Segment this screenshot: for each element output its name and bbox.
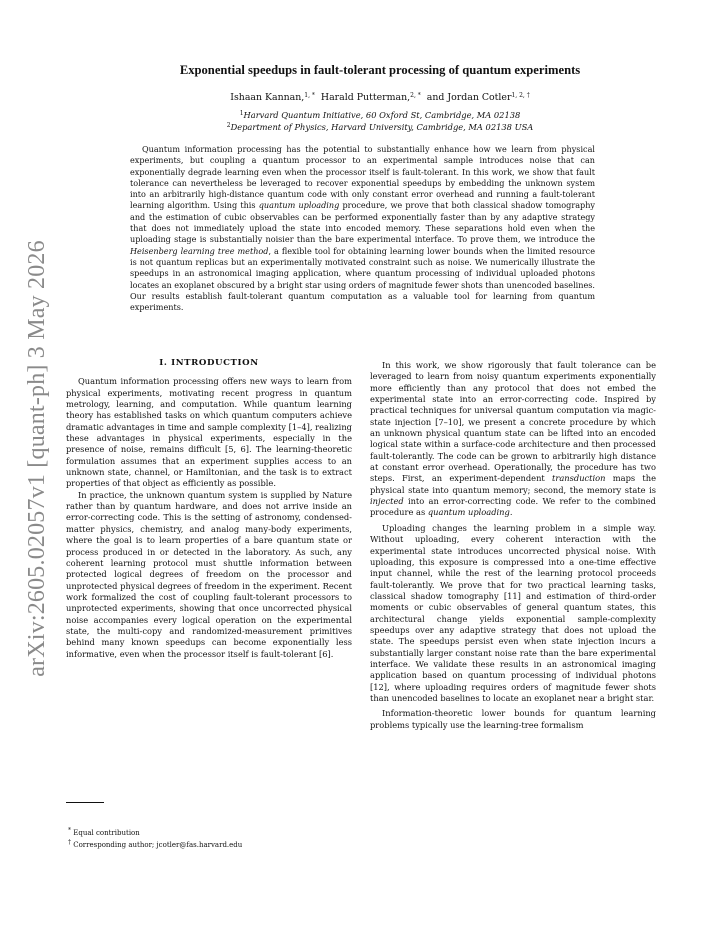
arxiv-identifier-stamp (22, 239, 52, 677)
abstract-paragraph: Quantum information processing has the potential to substantially enhance how we learn from physical experiments, but coupling a quantum processor to an experimental sample introduces noise that can exponentially degrade learning even when the processor itself is fault-tolerant. In this work, we show that fault tolerance can nevertheless be leveraged to recover exponential speedups by embedding the unknown system into an arbitrarily high-distance quantum code with only constant error overhead and running a fault-tolerant learning algorithm. Using this quantum uploading procedure, we prove that both classical shadow tomography and the estimation of cubic observables can be performed exponentially faster than by any adaptive strategy that does not immediately upload the state into encoded memory. These separations hold even when the uploading stage is substantially noisier than the bare experimental interface. To prove them, we introduce the Heisenberg learning tree method, a flexible tool for obtaining learning lower bounds when the limited resource is not quantum replicas but an experimentally motivated constraint such as noise. We numerically illustrate the speedups in an astronomical imaging application, where quantum processing of individual uploaded photons locates an exoplanet obscured by a bright star using orders of magnitude fewer shots than unencoded baselines. Our results establish fault-tolerant quantum computation as a valuable tool for learning from quantum experiments. (130, 144, 595, 313)
body-paragraph: Uploading changes the learning problem in a simple way. Without uploading, every coherent interaction with the experimental state introduces uncorrected physical noise. With uploading, this exposure is compressed into a one-time effective input channel, while the rest of the learning protocol proceeds fault-tolerantly. We prove that for two practical learning tasks, classical shadow tomography [11] and estimation of third-order moments or cubic observables of general quantum states, this architectural change yields exponential sample-complexity speedups over any adaptive strategy that does not upload the state. The speedups persist even when state injection incurs a substantially larger constant noise rate than the bare experimental interface. We validate these results in an astronomical imaging application based on quantum processing of individual photons [12], where uploading requires orders of magnitude fewer shots than unencoded baselines to locate an exoplanet near a bright star. (370, 522, 656, 703)
abstract (130, 144, 595, 313)
emphasis: Heisenberg learning tree method (130, 245, 269, 256)
affiliation-mark: 2 (226, 122, 231, 129)
emphasis: quantum uploading (258, 200, 340, 211)
left-column (66, 358, 352, 660)
emphasis: quantum uploading (427, 507, 510, 518)
footnote-corresponding-author: † Corresponding author; jcotler@fas.harvard.edu (68, 839, 243, 849)
emphasis: injected (370, 496, 404, 507)
body-paragraph: In this work, we show rigorously that fault tolerance can be leveraged to learn from noisy quantum experiments exponentially more efficiently than any protocol that does not embed the experimental state into an error-correcting code. Inspired by practical techniques for universal quantum computation via magic-state injection [7–10], we present a concrete procedure by which an unknown physical quantum state can be lifted into an encoded logical state within a surface-code architecture and then processed fault-tolerantly. The code can be grown to arbitrarily high distance at constant error overhead. Operationally, the procedure has two steps. First, an experiment-dependent transduction maps the physical state into quantum memory; second, the memory state is injected into an error-correcting code. We refer to the combined procedure as quantum uploading. (370, 360, 657, 518)
footnote-divider (66, 802, 104, 803)
paper-title: Exponential speedups in fault-tolerant processing of quantum experiments (179, 63, 581, 77)
author-name: Harald Putterman, (320, 92, 411, 103)
footnote-equal-contribution: * Equal contribution (68, 827, 140, 837)
body-paragraph: Quantum information processing offers new ways to learn from physical experiments, motivating recent progress in quantum metrology, learning, and computation. While quantum learning theory has established tasks on which quantum computers achieve dramatic advantages in time and sample complexity [1–4], realizing these advantages in physical experiments, especially in the presence of noise, remains difficult [5, 6]. The learning-theoretic formulation assumes that an experiment supplies access to an unknown state, channel, or Hamiltonian, and the task is to extract properties of that object as efficiently as possible. (66, 376, 352, 489)
affiliation-text: Harvard Quantum Initiative, 60 Oxford St, Cambridge, MA 02138 (243, 110, 521, 120)
right-column (370, 360, 656, 731)
author-name: Ishaan Kannan, (230, 92, 305, 103)
body-paragraph: Information-theoretic lower bounds for quantum learning problems typically use the learning-tree formalism (370, 708, 656, 730)
author-list (100, 92, 660, 103)
affiliation-2 (100, 122, 660, 132)
author-affiliation-marks: 1, 2, † (511, 92, 530, 99)
emphasis: transduction (552, 473, 606, 484)
footnotes (66, 826, 352, 850)
section-heading-introduction: I. INTRODUCTION (159, 358, 259, 368)
author-name: and Jordan Cotler (426, 92, 512, 103)
affiliation-mark: 1 (239, 110, 244, 117)
body-paragraph: In practice, the unknown quantum system is supplied by Nature rather than by quantum hardware, and does not arrive inside an error-correcting code. This is the setting of astronomy, condensed-matter physics, chemistry, and analog many-body experiments, where the goal is to learn properties of a bare quantum state or process produced in or detected in the laboratory. As such, any coherent learning protocol must shuttle information between protected logical degrees of freedom on the processor and unprotected physical degrees of freedom in the experiment. Recent work formalized the cost of coupling fault-tolerant processors to unprotected experiments, showing that once uncorrected physical noise accompanies every logical operation on the experimental state, the multi-copy and randomized-measurement primitives behind many known speedups can become exponentially less informative, even when the processor itself is fault-tolerant [6]. (66, 489, 352, 659)
author-affiliation-marks: 2, * (410, 92, 421, 99)
affiliation-text: Department of Physics, Harvard University, Cambridge, MA 02138 USA (230, 122, 534, 132)
arxiv-identifier-text: arXiv:2605.02057v1 [quant-ph] 3 May 2026 (23, 239, 50, 677)
author-affiliation-marks: 1, * (304, 92, 315, 99)
affiliation-1 (100, 110, 660, 120)
